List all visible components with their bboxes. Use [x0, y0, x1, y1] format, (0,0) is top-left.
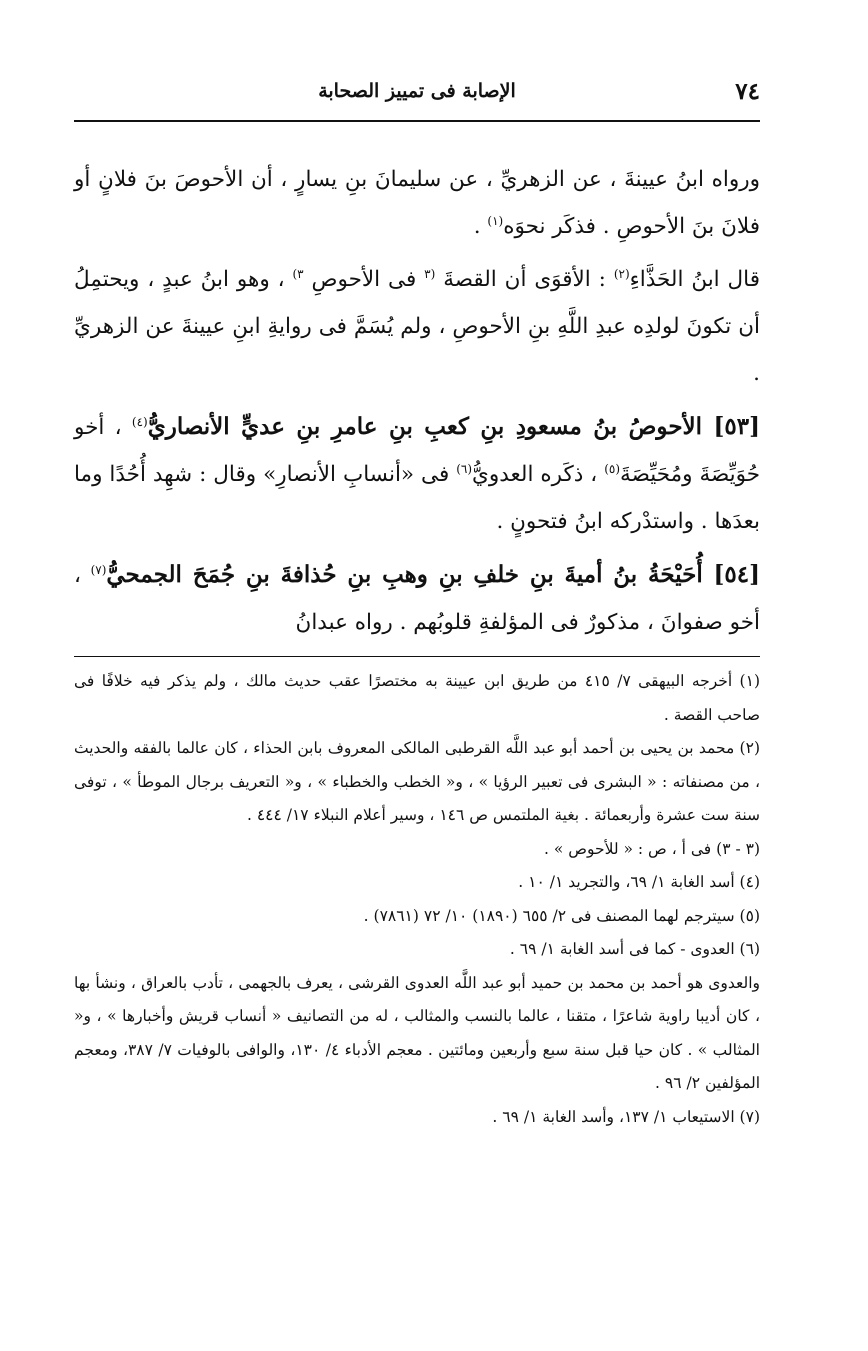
entry-heading: [٥٤] أُحَيْحَةُ بنُ أميةَ بنِ خلفِ بنِ وهبِ بنِ حُذافةَ بنِ جُمَحَ الجمحيُّ	[106, 561, 760, 588]
entry-54	[74, 551, 760, 646]
paragraph-1	[74, 156, 760, 250]
footnote-5: (٥) سيترجم لهما المصنف فى ٢/ ٦٥٥ (١٨٩٠) ١٠/ ٧٢ (٧٨٦١) .	[363, 906, 760, 925]
entry-heading: [٥٣] الأحوصُ بنُ مسعودِ بنِ كعبِ بنِ عامرِ بنِ عديٍّ الأنصاريُّ	[147, 413, 760, 440]
entry-text: ، أخو صفوانَ ، مذكورٌ فى المؤلفةِ قلوبُهم . رواه عبدانُ	[74, 563, 760, 635]
entry-text: فى «أنسابِ الأنصارِ» وقال : شهِد أُحُدًا وما بعدَها . واستدْركه ابنُ فتحونٍ .	[74, 462, 760, 534]
running-title: الإصابة فى تمييز الصحابة	[318, 80, 516, 102]
footnote-ref: (٦)	[456, 461, 473, 476]
footnote-ref: (٣	[424, 266, 436, 281]
paragraph-text: ورواه ابنُ عيينةَ ، عن الزهريِّ ، عن سليمانَ بنِ يسارٍ ، أن الأحوصَ بنَ فلانٍ أو فلانَ بنَ الأحوصِ . فذكَر نحوَه	[74, 167, 760, 239]
paragraph-text: : الأقوَى أن القصةَ	[435, 267, 614, 292]
entry-53	[74, 403, 760, 545]
paragraph-text: فى الأحوصِ	[303, 267, 425, 292]
entry-text: ، ذكَره العدويُّ	[472, 462, 605, 487]
entry-text: ، أخو حُوَيِّصَةَ ومُحَيِّصَةَ	[74, 415, 761, 487]
page-number: ٧٤	[735, 78, 760, 105]
footnote-ref: (٢)	[613, 266, 630, 281]
running-header	[74, 70, 760, 122]
footnote-ref: (٧)	[90, 562, 107, 577]
main-text	[74, 156, 760, 646]
footnote-4: (٤) أسد الغابة ١/ ٦٩، والتجريد ١/ ١٠ .	[518, 873, 760, 891]
paragraph-2	[74, 256, 760, 397]
footnote-ref: (٤)	[131, 414, 148, 429]
footnote-6-continued: والعدوى هو أحمد بن محمد بن حميد أبو عبد اللَّه العدوى القرشى ، يعرف بالجهمى ، تأدب بالعراق ، ونشأ بها ، كان أديبا راوية شاعرًا ، متقنا ، عالما بالنسب والمثالب ، له من التصانيف « أنساب قريش وأخبارها » ، و« المثالب » . كان حيا قبل سنة سبع وأربعين ومائتين . معجم الأدباء ٤/ ١٣٠، والوافى بالوفيات ٧/ ٣٨٧، ومعجم المؤلفين ٢/ ٩٦ .	[74, 973, 760, 1092]
book-page	[74, 70, 760, 1134]
footnote-6: (٦) العدوى - كما فى أسد الغابة ١/ ٦٩ .	[509, 940, 760, 958]
footnote-2: (٢) محمد بن يحيى بن أحمد أبو عبد اللَّه القرطبى المالكى المعروف بابن الحذاء ، كان عالما بالفقه والحديث ، من مصنفاته : « البشرى فى تعبير الرؤيا » ، و« الخطب والخطباء » ، و« التعريف برجال الموطأ » ، توفى سنة ست عشرة وأربعمائة . بغية الملتمس ص ١٤٦ ، وسير أعلام النبلاء ١٧/ ٤٤٤ .	[74, 739, 760, 824]
footnote-7: (٧) الاستيعاب ١/ ١٣٧، وأسد الغابة ١/ ٦٩ .	[492, 1107, 760, 1126]
paragraph-text: .	[473, 214, 488, 239]
footnote-ref: (٥)	[604, 461, 621, 476]
footnote-ref: (١)	[487, 213, 504, 228]
paragraph-text: قال ابنُ الحَذَّاءِ	[629, 267, 760, 292]
footnote-1: (١) أخرجه البيهقى ٧/ ٤١٥ من طريق ابن عيينة به مختصرًا عقب حديث مالك ، ولم يذكر فيه خلافًا فى صاحب القصة .	[74, 672, 760, 724]
paragraph-text: ، وهو ابنُ عبدٍ ، ويحتمِلُ أن تكونَ لولدِه عبدِ اللَّهِ بنِ الأحوصِ ، ولم يُسَمَّ فى روايةِ ابنِ عيينةَ عن الزهريِّ .	[74, 267, 760, 386]
footnote-3: (٣ - ٣) فى أ ، ص : « للأحوص » .	[544, 839, 760, 858]
footnotes	[74, 656, 760, 1134]
footnote-ref: ٣)	[292, 266, 304, 281]
